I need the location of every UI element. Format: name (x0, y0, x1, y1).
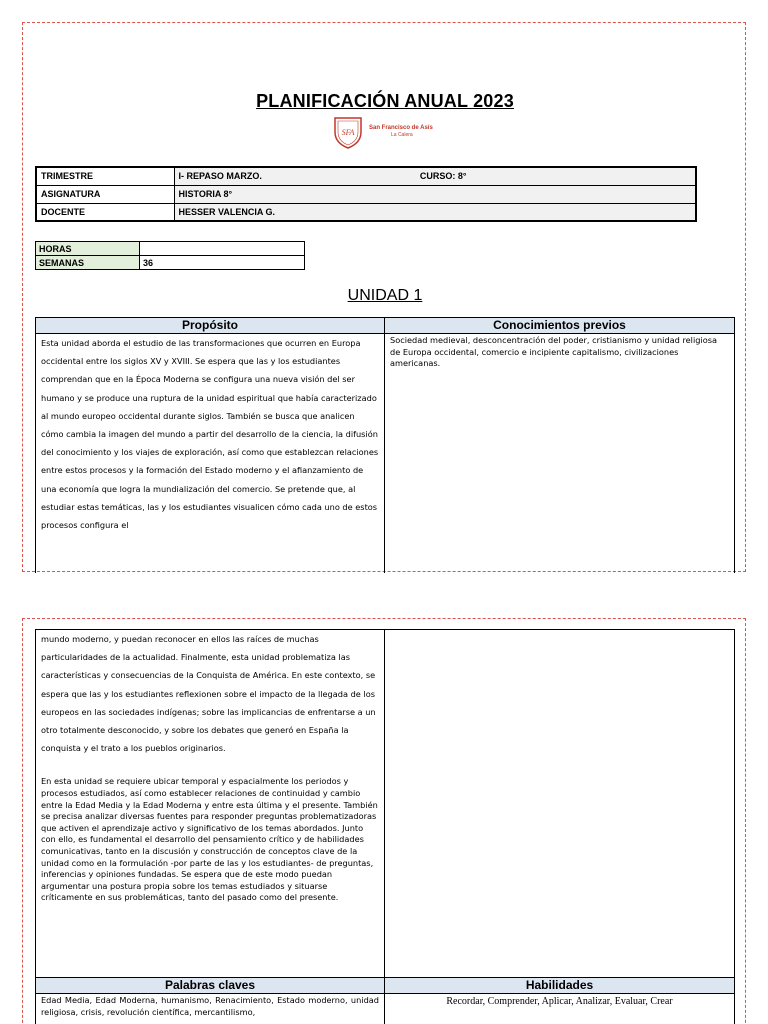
purpose-column (36, 318, 385, 573)
purpose-text-continued: mundo moderno, y puedan reconocer en ellos las raíces de muchas particularidades de la actualidad. Finalmente, esta unidad problematiza las características y consecuencias de la Conquista de América. En este contexto, se espera que las y los estudiantes reflexionen sobre el impacto de la llegada de los europeos en las sociedades indígenas; sobre las implicancias de enfrentarse a un otro totalmente desconocido, y sobre los debates que generó en España la conquista y el trato a los pueblos originarios. (41, 634, 376, 754)
shield-icon (333, 115, 363, 149)
table-row (36, 242, 305, 256)
hours-table (35, 241, 305, 270)
keywords-header: Palabras claves (36, 978, 384, 994)
purpose-text-second-paragraph: En esta unidad se requiere ubicar temporal y espacialmente los periodos y procesos estudiados, así como establecer relaciones de continuidad y cambio entre la Edad Media y la Edad Moderna y entre esta última y el presente. También se precisa analizar diversas fuentes para responder preguntas problematizadoras que activen el aprendizaje activo y significativo de los temas abordados. Junto con ello, es fundamental el desarrollo del pensamiento crítico y de habilidades comunicativas, tanto en la discusión y construcción de conceptos clave de la unidad como en la formulación -por parte de las y los estudiantes- de preguntas, inferencias y opiniones fundadas. Se espera que de este modo puedan argumentar una postura propia sobre los temas estudiados y situarse críticamente en sus problemáticas, tanto del pasado como del presente. (41, 776, 378, 903)
logo-town: La Calera (391, 132, 413, 138)
skills-column (385, 978, 734, 1024)
table-row (36, 203, 696, 221)
keywords-text: Edad Media, Edad Moderna, humanismo, Renacimiento, Estado moderno, unidad religiosa, crisis, revolución científica, mercantilismo, (41, 995, 379, 1017)
prior-knowledge-text: Sociedad medieval, desconcentración del poder, cristianismo y unidad religiosa de Europa occidental, comercio e incipiente capitalismo, civilizaciones americanas. (390, 335, 717, 369)
info-label-trimestre: TRIMESTRE (36, 167, 174, 185)
logo-school-name: San Francisco de Asís (369, 125, 433, 131)
info-label-docente: DOCENTE (36, 203, 174, 221)
weeks-label: SEMANAS (36, 256, 140, 270)
info-value-docente: HESSER VALENCIA G. (174, 203, 696, 221)
table-row (36, 185, 696, 203)
unit-title: UNIDAD 1 (347, 287, 423, 304)
prior-knowledge-column-continued (385, 630, 734, 985)
purpose-text: Esta unidad aborda el estudio de las transformaciones que ocurren en Europa occidental entre los siglos XV y XVIII. Se espera que las y los estudiantes comprendan que en la Época Moderna se configura una nueva visión del ser humano y se produce una ruptura de la unidad espiritual que había caracterizado al mundo europeo occidental durante siglos. También se busca que analicen cómo cambia la imagen del mundo a partir del desarrollo de la ciencia, la difusión del conocimiento y los viajes de exploración, así como que establezcan relaciones entre estos procesos y la formación del Estado moderno y el afianzamiento de una economía que logra la mundialización del comercio. Se pretende que, al estudiar estas temáticas, las y los estudiantes visualicen cómo cada uno de estos procesos configura el (41, 338, 379, 531)
trimestre-value: I- REPASO MARZO. (178, 171, 262, 182)
curso-value: CURSO: 8° (419, 171, 467, 182)
document-title: PLANIFICACIÓN ANUAL 2023 (256, 91, 514, 111)
hours-value (140, 242, 305, 256)
info-value-asignatura: HISTORIA 8° (174, 185, 696, 203)
table-row (36, 256, 305, 270)
info-value-trimestre (174, 167, 696, 185)
unit-table-continued (35, 629, 735, 985)
info-label-asignatura: ASIGNATURA (36, 185, 174, 203)
unit-table (35, 317, 735, 573)
weeks-value: 36 (140, 256, 305, 270)
keywords-skills-row (35, 977, 735, 1024)
table-row (36, 167, 696, 185)
keywords-column (36, 978, 385, 1024)
document-page-1 (22, 22, 746, 572)
purpose-header: Propósito (36, 318, 384, 334)
purpose-column-continued (36, 630, 385, 985)
skills-text: Recordar, Comprender, Aplicar, Analizar, Evaluar, Crear (446, 996, 673, 1007)
school-logo (331, 115, 441, 149)
prior-knowledge-column (385, 318, 734, 573)
info-table (35, 166, 697, 222)
hours-label: HORAS (36, 242, 140, 256)
document-page-2 (22, 618, 746, 1024)
logo-monogram: SFA (341, 128, 355, 137)
skills-header: Habilidades (385, 978, 734, 994)
prior-knowledge-header: Conocimientos previos (385, 318, 734, 334)
